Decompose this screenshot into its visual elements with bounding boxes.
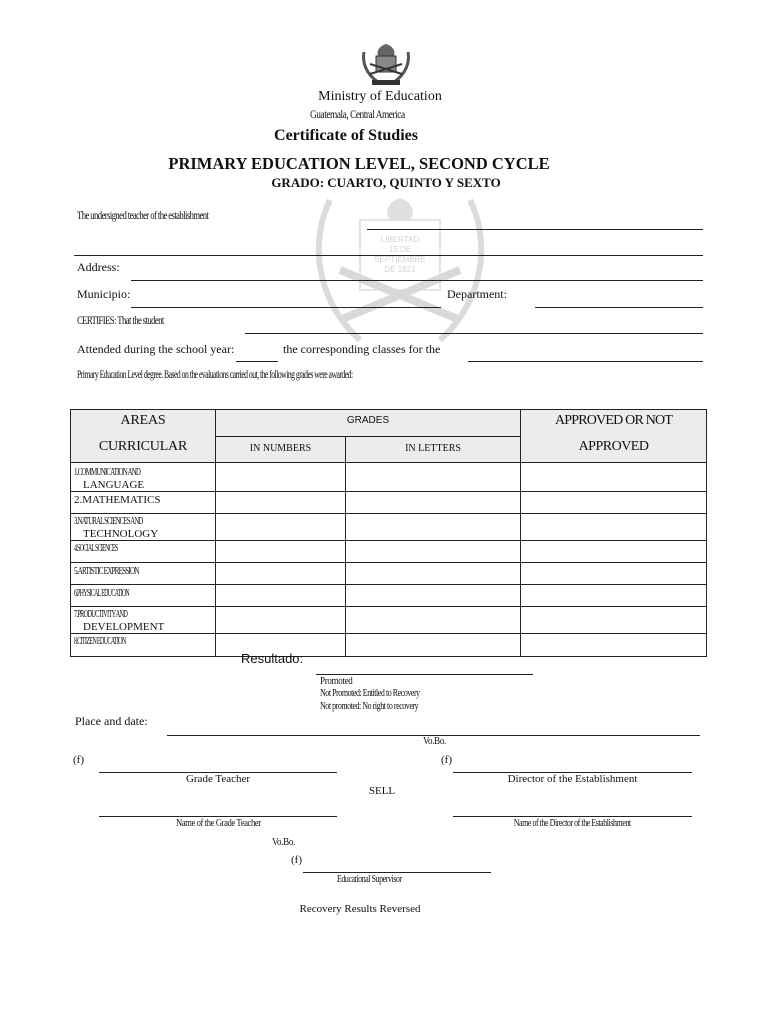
approved-header <box>521 410 707 463</box>
corresponding-label: the corresponding classes for the <box>283 342 441 356</box>
attended-label: Attended during the school year: <box>77 342 235 356</box>
row-label <box>71 463 216 492</box>
approved-cell[interactable] <box>521 463 707 492</box>
numbers-cell[interactable] <box>216 563 346 585</box>
signature-f-center: (f) <box>291 854 302 866</box>
result-promoted[interactable]: Promoted <box>320 675 353 687</box>
areas-header-text: AREAS <box>120 413 166 428</box>
result-not-promoted-recovery[interactable]: Not Promoted: Entitled to Recovery <box>320 687 420 699</box>
areas-curricular-header <box>71 410 216 463</box>
result-label: Resultado: <box>241 651 304 666</box>
letters-cell[interactable] <box>346 634 521 657</box>
table-row <box>71 463 707 492</box>
letters-cell[interactable] <box>346 541 521 563</box>
in-letters-header <box>346 437 521 463</box>
table-row <box>71 634 707 657</box>
signature-f-left: (f) <box>73 754 84 766</box>
row-label-line1: 3.NATURAL SCIENCES AND <box>74 516 143 527</box>
approved-cell[interactable] <box>521 607 707 634</box>
numbers-cell[interactable] <box>216 492 346 514</box>
approved-cell[interactable] <box>521 634 707 657</box>
approved-cell[interactable] <box>521 541 707 563</box>
vobo-label-2: Vo.Bo. <box>272 836 295 848</box>
ministry-title: Ministry of Education <box>318 89 442 104</box>
row-label-line2: TECHNOLOGY <box>83 528 159 540</box>
watermark-text-1: LIBERTAD <box>380 235 420 244</box>
seal-label: SELL <box>368 785 396 797</box>
vobo-label-1: Vo.Bo. <box>423 735 446 747</box>
approved-cell[interactable] <box>521 514 707 541</box>
approved-cell[interactable] <box>521 492 707 514</box>
table-row <box>71 492 707 514</box>
row-label-line1: 8.CITIZEN EDUCATION <box>74 636 126 647</box>
numbers-cell[interactable] <box>216 607 346 634</box>
department-line[interactable] <box>535 307 703 308</box>
establishment-line[interactable] <box>367 229 703 230</box>
numbers-cell[interactable] <box>216 463 346 492</box>
coat-of-arms-emblem <box>358 40 414 88</box>
municipio-label: Municipio: <box>77 287 131 301</box>
table-row <box>71 563 707 585</box>
row-label-line1: 2.MATHEMATICS <box>74 494 161 506</box>
approved-cell[interactable] <box>521 585 707 607</box>
address-line[interactable] <box>131 280 703 281</box>
numbers-cell[interactable] <box>216 514 346 541</box>
table-row <box>71 541 707 563</box>
school-year-line[interactable] <box>236 361 278 362</box>
row-label <box>71 585 216 607</box>
row-label <box>71 492 216 514</box>
row-label-line1: 7.PRODUCTIVITY AND <box>74 609 128 620</box>
level-title: PRIMARY EDUCATION LEVEL, SECOND CYCLE <box>168 154 550 173</box>
result-not-promoted-no[interactable]: Not promoted: No right to recovery <box>320 700 419 712</box>
primary-degree-text: Primary Education Level degree. Based on the evaluations carried out, the following grades were awarded: <box>77 367 353 381</box>
watermark-text-4: DE 1821 <box>384 265 416 274</box>
watermark-text-3: SEPTIEMBRE <box>374 255 426 264</box>
row-label-line1: 4.SOCIAL SCIENCES <box>74 543 118 554</box>
row-label-line1: 5.ARTISTIC EXPRESSION <box>74 566 139 577</box>
place-date-label: Place and date: <box>75 714 148 728</box>
grade-teacher-name-label: Name of the Grade Teacher <box>175 817 261 829</box>
row-label <box>71 563 216 585</box>
letters-cell[interactable] <box>346 514 521 541</box>
letters-cell[interactable] <box>346 585 521 607</box>
location-text: Guatemala, Central America <box>310 107 405 121</box>
address-label: Address: <box>77 260 120 274</box>
director-label: Director of the Establishment <box>507 773 638 785</box>
municipio-line[interactable] <box>131 307 441 308</box>
letters-cell[interactable] <box>346 492 521 514</box>
grades-table <box>70 409 707 657</box>
letters-cell[interactable] <box>346 607 521 634</box>
table-row <box>71 514 707 541</box>
director-name-label: Name of the Director of the Establishment <box>514 817 631 829</box>
in-letters-text: IN LETTERS <box>405 443 461 454</box>
numbers-cell[interactable] <box>216 585 346 607</box>
grade-title: GRADO: CUARTO, QUINTO Y SEXTO <box>271 175 501 190</box>
row-label-line2: DEVELOPMENT <box>83 621 165 633</box>
in-numbers-text: IN NUMBERS <box>249 443 312 454</box>
recovery-results-label: Recovery Results Reversed <box>299 903 421 915</box>
supervisor-label: Educational Supervisor <box>337 873 402 885</box>
letters-cell[interactable] <box>346 463 521 492</box>
approved-header-text-2: APPROVED <box>578 439 649 454</box>
numbers-cell[interactable] <box>216 541 346 563</box>
row-label-line2: LANGUAGE <box>83 479 145 491</box>
certificate-title: Certificate of Studies <box>274 127 418 144</box>
signature-f-right: (f) <box>441 754 452 766</box>
letters-cell[interactable] <box>346 563 521 585</box>
row-label <box>71 607 216 634</box>
grades-header <box>216 410 521 437</box>
watermark-text-2: 15 DE <box>388 245 412 254</box>
row-label-line1: 6.PHYSICAL EDUCATION <box>74 588 130 599</box>
watermark-emblem <box>300 190 500 350</box>
approved-cell[interactable] <box>521 563 707 585</box>
student-line[interactable] <box>245 333 703 334</box>
department-label: Department: <box>447 287 507 301</box>
approved-header-text-1: APPROVED OR NOT <box>554 413 673 428</box>
certifies-label: CERTIFIES: That the student <box>77 313 164 327</box>
curricular-header-text: CURRICULAR <box>98 439 188 454</box>
grades-header-text: GRADES <box>346 415 390 426</box>
in-numbers-header <box>216 437 346 463</box>
table-row <box>71 607 707 634</box>
establishment-line-2[interactable] <box>74 255 703 256</box>
row-label <box>71 541 216 563</box>
row-label <box>71 634 216 657</box>
classes-line[interactable] <box>468 361 703 362</box>
grade-teacher-label: Grade Teacher <box>185 773 251 785</box>
table-row <box>71 585 707 607</box>
undersigned-label: The undersigned teacher of the establishment <box>77 208 209 222</box>
row-label-line1: 1.COMMUNICATION AND <box>74 467 141 478</box>
row-label <box>71 514 216 541</box>
